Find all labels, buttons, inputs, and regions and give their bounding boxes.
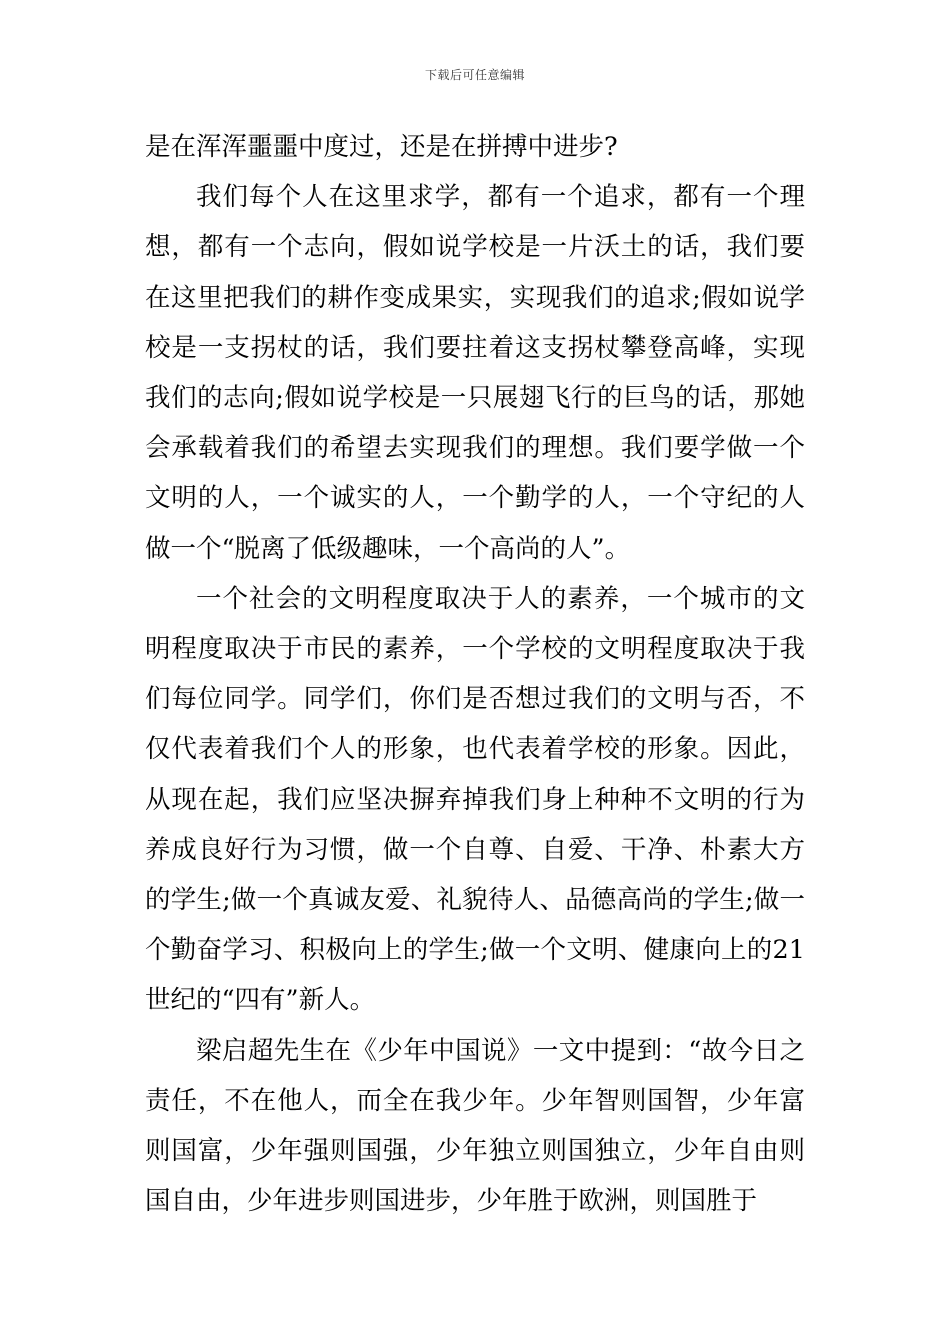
paragraph-1: 是在浑浑噩噩中度过，还是在拼搏中进步?: [145, 132, 618, 162]
paragraph-4: 梁启超先生在《少年中国说》一文中提到：“故今日之责任，不在他人，而全在我少年。少年智则国智，少年富则国富，少年强则国强，少年独立则国独立，少年自由则国自由，少年进步则国进步，少年胜于欧洲，则国胜于: [145, 1035, 805, 1217]
paragraph-2: 我们每个人在这里求学，都有一个追求，都有一个理想，都有一个志向，假如说学校是一片沃土的话，我们要在这里把我们的耕作变成果实，实现我们的追求;假如说学校是一支拐杖的话，我们要拄着这支拐杖攀登高峰，实现我们的志向;假如说学校是一只展翅飞行的巨鸟的话，那她会承载着我们的希望去实现我们的理想。我们要学做一个文明的人，一个诚实的人，一个勤学的人，一个守纪的人做一个“脱离了低级趣味，一个高尚的人”。: [145, 182, 805, 564]
page-header: 下载后可任意编辑: [424, 68, 525, 82]
document-body: [145, 122, 805, 1226]
paragraph-3: 一个社会的文明程度取决于人的素养，一个城市的文明程度取决于市民的素养，一个学校的文明程度取决于我们每位同学。同学们，你们是否想过我们的文明与否，不仅代表着我们个人的形象，也代表着学校的形象。因此，从现在起，我们应坚决摒弃掉我们身上种种不文明的行为养成良好行为习惯，做一个自尊、自爱、干净、朴素大方的学生;做一个真诚友爱、礼貌待人、品德高尚的学生;做一个勤奋学习、积极向上的学生;做一个文明、健康向上的21世纪的“四有”新人。: [145, 583, 805, 1016]
